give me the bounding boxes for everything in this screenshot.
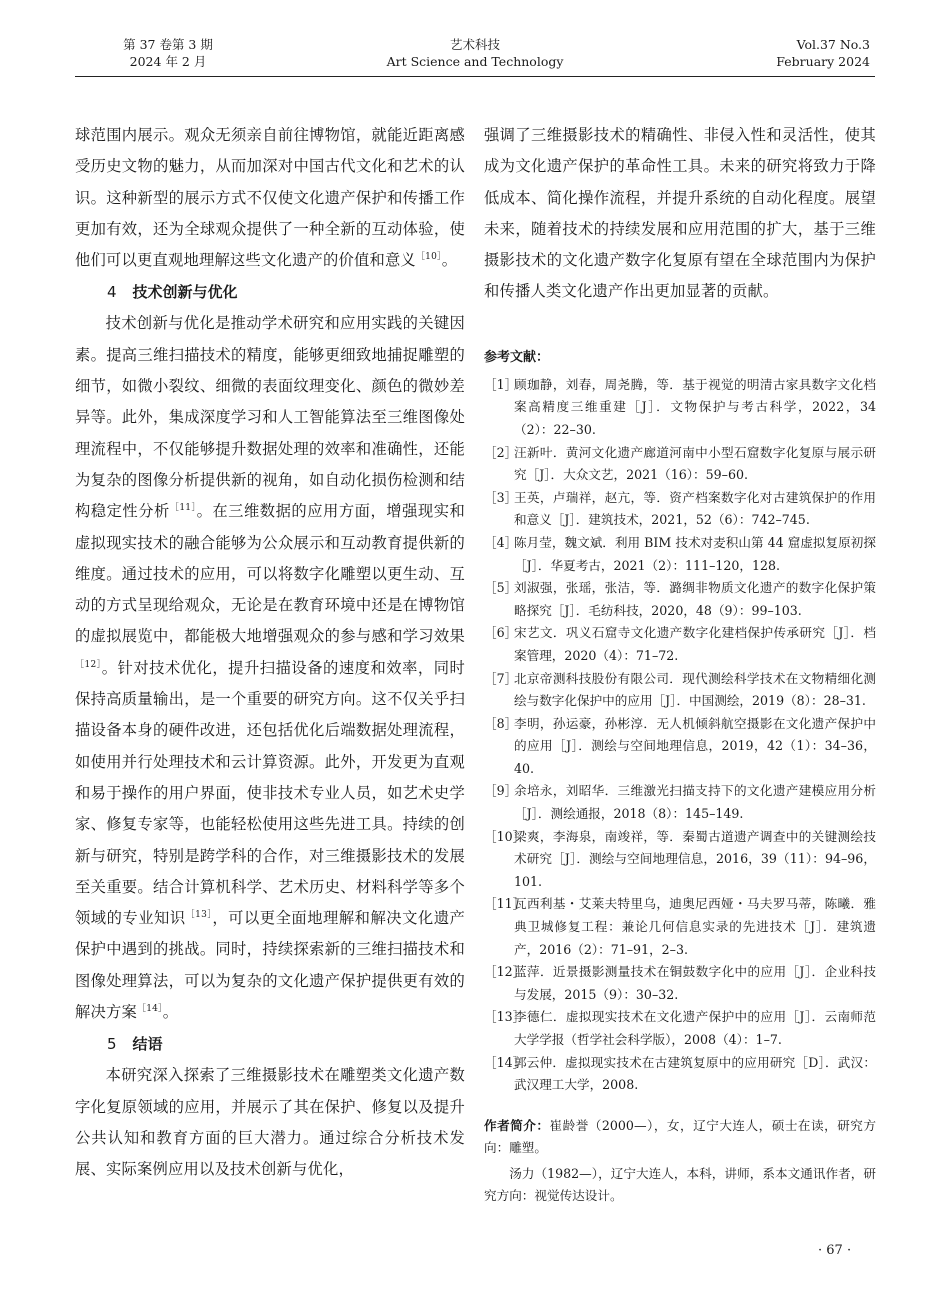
header-vol-en: Vol.37 No.3 [796,37,870,52]
reference-list [484,374,876,1097]
section-heading [75,1028,465,1060]
reference-number: ［5］ [484,580,518,596]
reference-item [484,826,876,894]
reference-number: ［9］ [484,783,518,799]
reference-item [484,532,876,577]
body-paragraph: 强调了三维摄影技术的精确性、非侵入性和灵活性，使其成为文化遗产保护的革命性工具。未来的研究将致力于降低成本、简化操作流程，并提升系统的自动化程度。展望未来，随着技术的持续发展和应用范围的扩大，基于三维摄影技术的文化遗产数字化复原有望在全球范围内为保护和传播人类文化遗产作出更加显著的贡献。 [484,126,876,301]
reference-number: ［1］ [484,376,518,392]
header-rule [75,76,875,77]
reference-number: ［2］ [484,444,518,460]
header-journal-block [360,36,590,70]
reference-item [484,713,876,781]
reference-item [484,780,876,825]
reference-text: 宋艺文．巩义石窟寺文化遗产数字化建档保护传承研究［J］．档案管理，2020（4）：71–72. [514,625,876,663]
reference-text: 李明，孙运豪，孙彬淳．无人机倾斜航空摄影在文化遗产保护中的应用［J］．测绘与空间地理信息，2019，42（1）：34–36，40. [514,715,876,776]
section-title: 技术创新与优化 [132,283,238,302]
reference-item [484,961,876,1006]
right-column [484,120,876,1207]
reference-number: ［6］ [484,625,518,641]
citation: ［13］ [185,910,213,921]
references-title: 参考文献： [484,349,550,365]
reference-item [484,622,876,667]
header-date-cn: 2024 年 2 月 [129,54,207,69]
reference-item [484,893,876,961]
reference-text: 瓦西利基・艾莱夫特里乌，迪奥尼西娅・马夫罗马蒂，陈曦．雅典卫城修复工程：兼论几何信息实录的先进技术［J］．建筑遗产，2016（2）：71–91，2–3. [514,896,876,957]
reference-text: 郭云仲．虚拟现实技术在古建筑复原中的应用研究［D］．武汉：武汉理工大学，2008. [514,1054,876,1093]
body-paragraph: 技术创新与优化是推动学术研究和应用实践的关键因素。提高三维扫描技术的精度，能够更细致地捕捉雕塑的细节，如微小裂纹、细微的表面纹理变化、颜色的微妙差异等。此外，集成深度学习和人工智能算法至三维图像处理流程中，不仅能够提升数据处理的效率和准确性，还能为复杂的图像分析提供新的视角，如自动化损伤检测和结构稳定性分析$^{[11]}$。在三维数据的应用方面，增强现实和虚拟现实技术的融合能够为公众展示和互动教育提供新的维度。通过技术的应用，可以将数字化雕塑以更生动、互动的方式呈现给观众，无论是在教育环境中还是在博物馆的虚拟展览中，都能极大地增强观众的参与感和学习效果$^{[12]}$。针对技术优化，提升扫描设备的速度和效率，同时保持高质量输出，是一个重要的研究方向。这不仅关乎扫描设备本身的硬件改进，还包括优化后端数据处理流程，如使用并行处理技术和云计算资源。此外，开发更为直观和易于操作的用户界面，使非技术专业人员，如艺术史学家、修复专家等，也能轻松使用这些先进工具。持续的创新与研究，特别是跨学科的合作，对三维摄影技术的发展至关重要。结合计算机科学、艺术历史、材料科学等多个领域的专业知识$^{[13]}$，可以更全面地理解和解决文化遗产保护中遇到的挑战。同时，持续探索新的三维扫描技术和图像处理算法，可以为复杂的文化遗产保护提供更有效的解决方案$^{[14]}$。 [75,314,466,1022]
author-bio [484,1115,876,1159]
reference-text: 汪新叶．黄河文化遗产廊道河南中小型石窟数字化复原与展示研究［J］．大众文艺，2021（16）：59–60. [514,444,876,483]
reference-text: 刘淑强，张瑶，张洁，等．潞绸非物质文化遗产的数字化保护策略探究［J］．毛纺科技，2020，48（9）：99–103. [514,580,876,618]
citation: ［12］ [75,659,102,670]
citation: ［10］ [415,252,442,263]
reference-number: ［12］ [484,964,526,980]
reference-number: ［13］ [484,1009,526,1025]
reference-number: ［14］ [484,1054,526,1070]
section-title: 结语 [132,1035,163,1054]
citation: ［11］ [169,503,197,514]
author-bio-text: 崔龄誉（2000—），女，辽宁大连人，硕士在读，研究方向：雕塑。 [484,1117,876,1155]
citation: ［14］ [137,1003,163,1014]
reference-number: ［4］ [484,534,518,550]
reference-item [484,487,876,532]
reference-item [484,668,876,713]
reference-text: 蓝萍．近景摄影测量技术在铜鼓数字化中的应用［J］．企业科技与发展，2015（9）：30–32. [514,964,876,1002]
reference-item [484,442,876,487]
header-issue-block [740,36,870,70]
reference-text: 顾珈静，刘春，周尧腾，等．基于视觉的明清古家具数字文化档案高精度三维重建［J］．文物保护与考古科学，2022，34（2）：22–30. [514,376,876,437]
reference-item [484,1052,876,1097]
reference-number: ［8］ [484,715,518,731]
left-column [75,120,465,1186]
reference-text: 王英，卢瑞祥，赵亢，等．资产档案数字化对古建筑保护的作用和意义［J］．建筑技术，2021，52（6）：742–745. [514,489,876,528]
reference-item [484,577,876,622]
reference-text: 李德仁．虚拟现实技术在文化遗产保护中的应用［J］．云南师范大学学报（哲学社会科学版），2008（4）：1–7. [514,1009,876,1047]
reference-number: ［10］ [484,828,526,844]
header-volume: 第 37 卷第 3 期 [123,37,213,52]
reference-number: ［11］ [484,896,526,912]
author-bio-second: 汤力（1982—），辽宁大连人，本科，讲师，系本文通讯作者，研究方向：视觉传达设计。 [484,1165,876,1203]
reference-text: 北京帝测科技股份有限公司．现代测绘科学技术在文物精细化测绘与数字化保护中的应用［J］．中国测绘，2019（8）：28–31. [514,670,876,709]
header-journal-en: Art Science and Technology [386,54,564,69]
reference-number: ［3］ [484,489,518,505]
section-number: 5 [107,1035,117,1054]
section-number: 4 [107,283,117,302]
reference-item [484,374,876,442]
header-date-en: February 2024 [776,54,870,69]
header-journal-cn: 艺术科技 [449,37,500,52]
page-number: · 67 · [818,1243,852,1258]
body-paragraph: 本研究深入探索了三维摄影技术在雕塑类文化遗产数字化复原领域的应用，并展示了其在保护、修复以及提升公共认知和教育方面的巨大潜力。通过综合分析技术发展、实际案例应用以及技术创新与优化， [75,1066,465,1179]
reference-text: 梁爽，李海泉，南竣祥，等．秦蜀古道遗产调查中的关键测绘技术研究［J］．测绘与空间地理信息，2016，39（11）：94–96，101. [514,828,876,889]
reference-text: 余培永，刘昭华．三维激光扫描支持下的文化遗产建模应用分析［J］．测绘通报，2018（8）：145–149. [514,783,876,822]
author-label: 作者简介： [484,1117,550,1133]
section-heading [75,276,465,308]
body-paragraph: 球范围内展示。观众无须亲自前往博物馆，就能近距离感受历史文物的魅力，从而加深对中国古代文化和艺术的认识。这种新型的展示方式不仅使文化遗产保护和传播工作更加有效，还为全球观众提供了一种全新的互动体验，使他们可以更直观地理解这些文化遗产的价值和意义$^{[10]}$。 [75,126,465,270]
reference-text: 陈月莹，魏文斌．利用 BIM 技术对麦积山第 44 窟虚拟复原初探［J］．华夏考古，2021（2）：111–120，128. [514,534,876,573]
header-volume-block [108,36,228,70]
reference-number: ［7］ [484,670,518,686]
reference-item [484,1006,876,1051]
